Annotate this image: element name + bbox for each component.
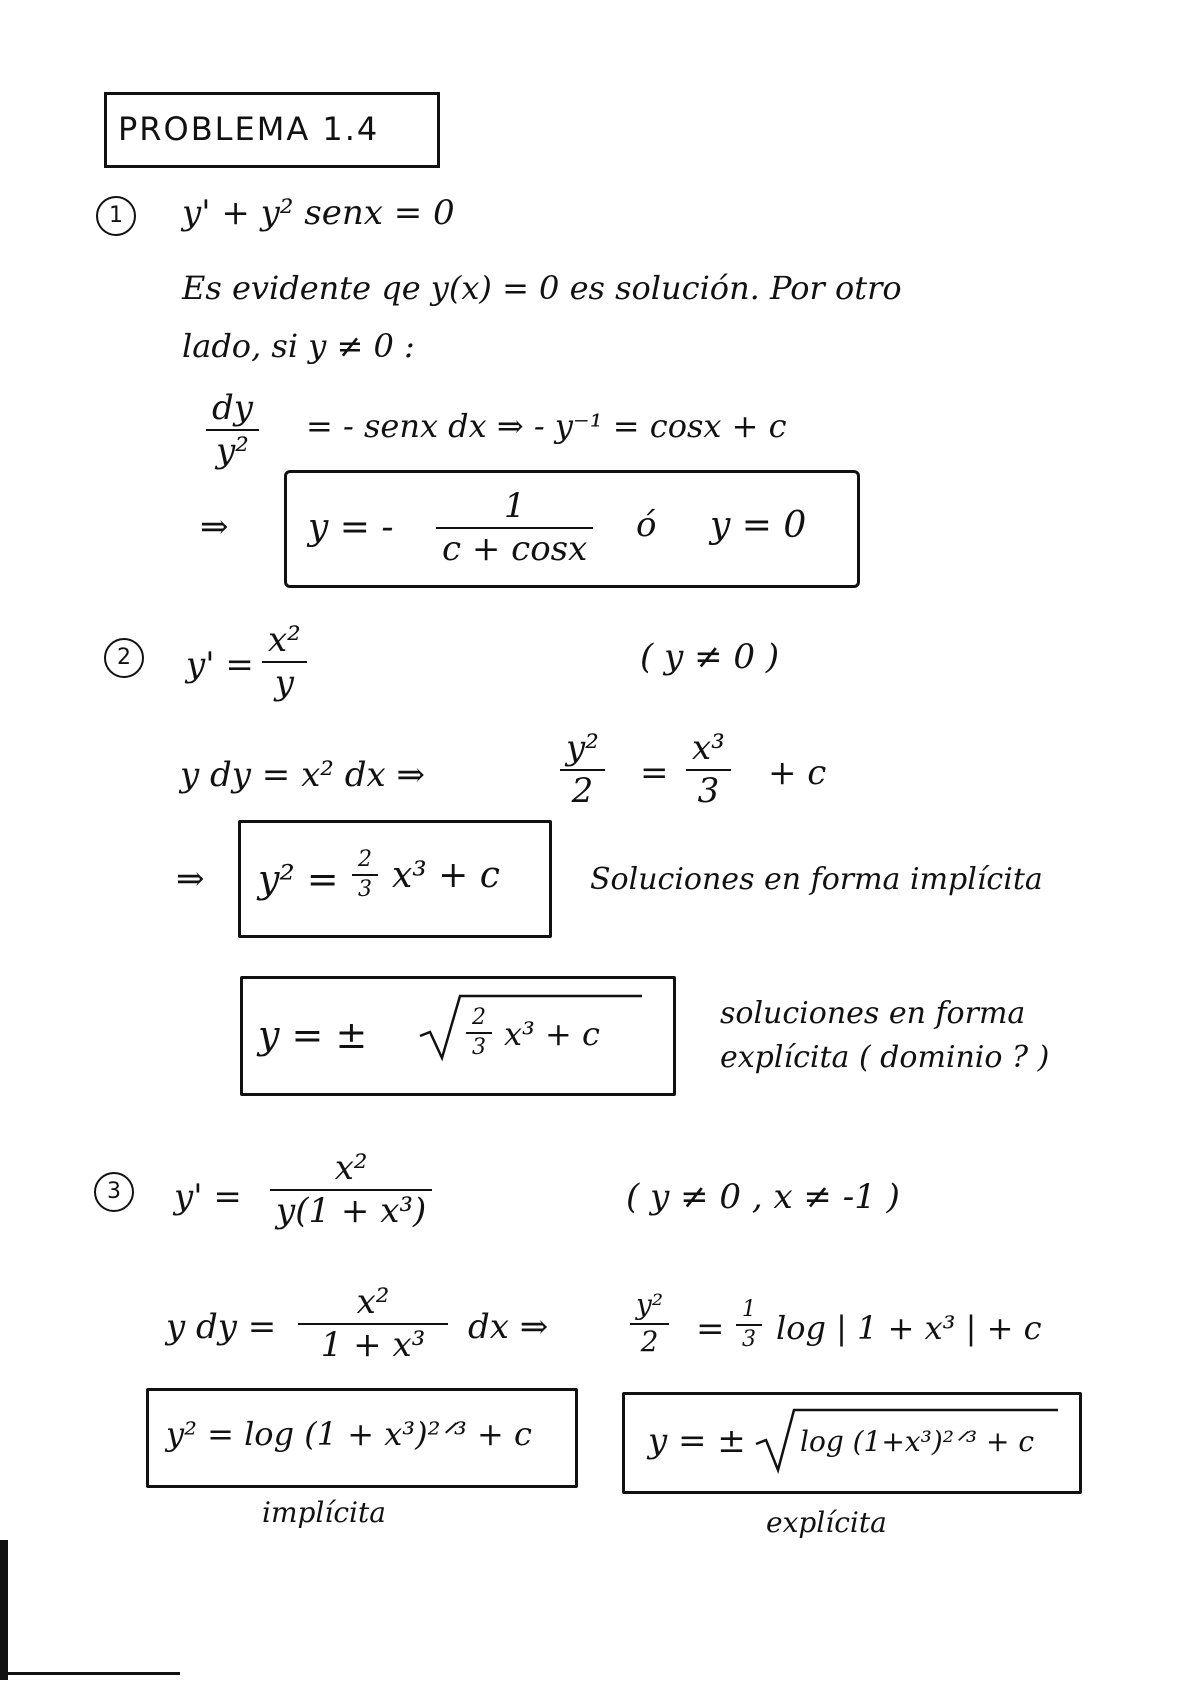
p3-step-rest: log | 1 + x³ | + c xyxy=(776,1309,1042,1347)
p1-implies-arrow: ⇒ xyxy=(200,507,229,547)
p2-step-numerator-2: x³ xyxy=(692,728,725,768)
p2-implicit-numerator: 2 xyxy=(358,847,372,872)
p2-explicit-lhs: y = ± xyxy=(258,1013,368,1057)
p2-numerator: x² xyxy=(268,620,301,660)
p3-step-denominator-2: 2 xyxy=(640,1324,659,1358)
p3-numerator: x² xyxy=(334,1148,368,1188)
p3-denominator: y(1 + x³) xyxy=(276,1191,427,1232)
p2-condition: ( y ≠ 0 ) xyxy=(640,637,780,677)
p2-step-fraction-2 xyxy=(686,730,731,811)
item-number-3: 3 xyxy=(94,1172,134,1212)
p3-step-middle: dx ⇒ xyxy=(468,1307,549,1347)
p1-solution-fraction xyxy=(436,488,593,569)
p1-equation: y' + y² senx = 0 xyxy=(182,193,455,233)
p2-step-fraction-1 xyxy=(560,730,605,811)
p1-solution-numerator: 1 xyxy=(503,486,526,526)
p3-implicit-label: implícita xyxy=(262,1496,386,1529)
p1-solution-denominator: c + cosx xyxy=(442,529,588,570)
p3-implicit-solution: y² = log (1 + x³)²ᐟ³ + c xyxy=(166,1415,532,1453)
p3-step-fraction-1 xyxy=(298,1284,448,1365)
p2-lhs: y' = xyxy=(186,645,254,685)
p2-step-equals: = xyxy=(640,753,669,793)
p2-fraction xyxy=(262,622,307,703)
p3-explicit-label: explícita xyxy=(766,1506,887,1539)
p2-step-lhs: y dy = x² dx ⇒ xyxy=(180,755,425,795)
p3-step-numerator-2: y² xyxy=(636,1288,664,1321)
scan-edge-shadow xyxy=(0,1540,8,1680)
p2-explicit-rest: x³ + c xyxy=(504,1015,600,1053)
p2-implies-arrow: ⇒ xyxy=(176,859,205,899)
fraction-bar xyxy=(466,1032,492,1034)
p2-denominator: y xyxy=(274,663,295,704)
p1-sep-numerator: dy xyxy=(212,388,253,428)
p1-separation-fraction xyxy=(206,390,259,471)
p2-explicit-note-line1: soluciones en forma xyxy=(720,996,1026,1031)
item-number-1: 1 xyxy=(96,196,136,236)
p1-text-line2: lado, si y ≠ 0 : xyxy=(182,327,415,365)
p2-explicit-fraction xyxy=(466,1006,492,1060)
p3-fraction xyxy=(270,1150,432,1231)
p3-lhs: y' = xyxy=(174,1177,242,1217)
p3-step-fraction-3 xyxy=(736,1298,762,1352)
p1-solution-zero: y = 0 xyxy=(710,505,807,546)
p3-step-numerator-3: 1 xyxy=(742,1297,756,1322)
p1-sep-denominator: y² xyxy=(216,431,249,472)
fraction-bar xyxy=(736,1324,762,1326)
p2-explicit-denominator: 3 xyxy=(472,1035,486,1061)
p1-text-line1: Es evidente qe y(x) = 0 es solución. Por otro xyxy=(182,269,902,307)
p3-step-numerator-1: x² xyxy=(356,1282,390,1322)
p2-step-rest: + c xyxy=(768,753,827,793)
page-title: PROBLEMA 1.4 xyxy=(118,110,380,148)
p3-step-denominator-3: 3 xyxy=(742,1327,756,1353)
p3-condition: ( y ≠ 0 , x ≠ -1 ) xyxy=(626,1177,900,1217)
p2-implicit-note: Soluciones en forma implícita xyxy=(590,862,1043,897)
p2-step-numerator-1: y² xyxy=(566,728,599,768)
p1-solution-or: ó xyxy=(636,505,657,545)
p2-step-denominator-2: 3 xyxy=(697,771,720,812)
p2-explicit-numerator: 2 xyxy=(472,1005,486,1030)
p3-step-fraction-2 xyxy=(630,1290,669,1358)
p2-implicit-rest: x³ + c xyxy=(392,855,500,896)
p3-step-lhs: y dy = xyxy=(166,1307,277,1347)
p3-explicit-lhs: y = ± xyxy=(648,1421,746,1461)
p2-explicit-note-line2: explícita ( dominio ? ) xyxy=(720,1040,1050,1075)
item-number-2: 2 xyxy=(104,638,144,678)
p1-solution-lhs: y = - xyxy=(308,507,394,548)
p2-implicit-fraction xyxy=(352,848,378,902)
p3-step-denominator-1: 1 + x³ xyxy=(320,1325,426,1366)
p2-implicit-lhs: y² = xyxy=(258,857,339,901)
p2-step-denominator-1: 2 xyxy=(571,771,594,812)
scan-bottom-edge xyxy=(0,1672,180,1675)
p3-explicit-radicand: log (1+x³)²ᐟ³ + c xyxy=(800,1425,1035,1458)
p3-step-equals: = xyxy=(696,1309,725,1349)
p1-separation-rest: = - senx dx ⇒ - y⁻¹ = cosx + c xyxy=(306,407,787,445)
p2-implicit-denominator: 3 xyxy=(358,877,372,903)
fraction-bar xyxy=(352,874,378,876)
